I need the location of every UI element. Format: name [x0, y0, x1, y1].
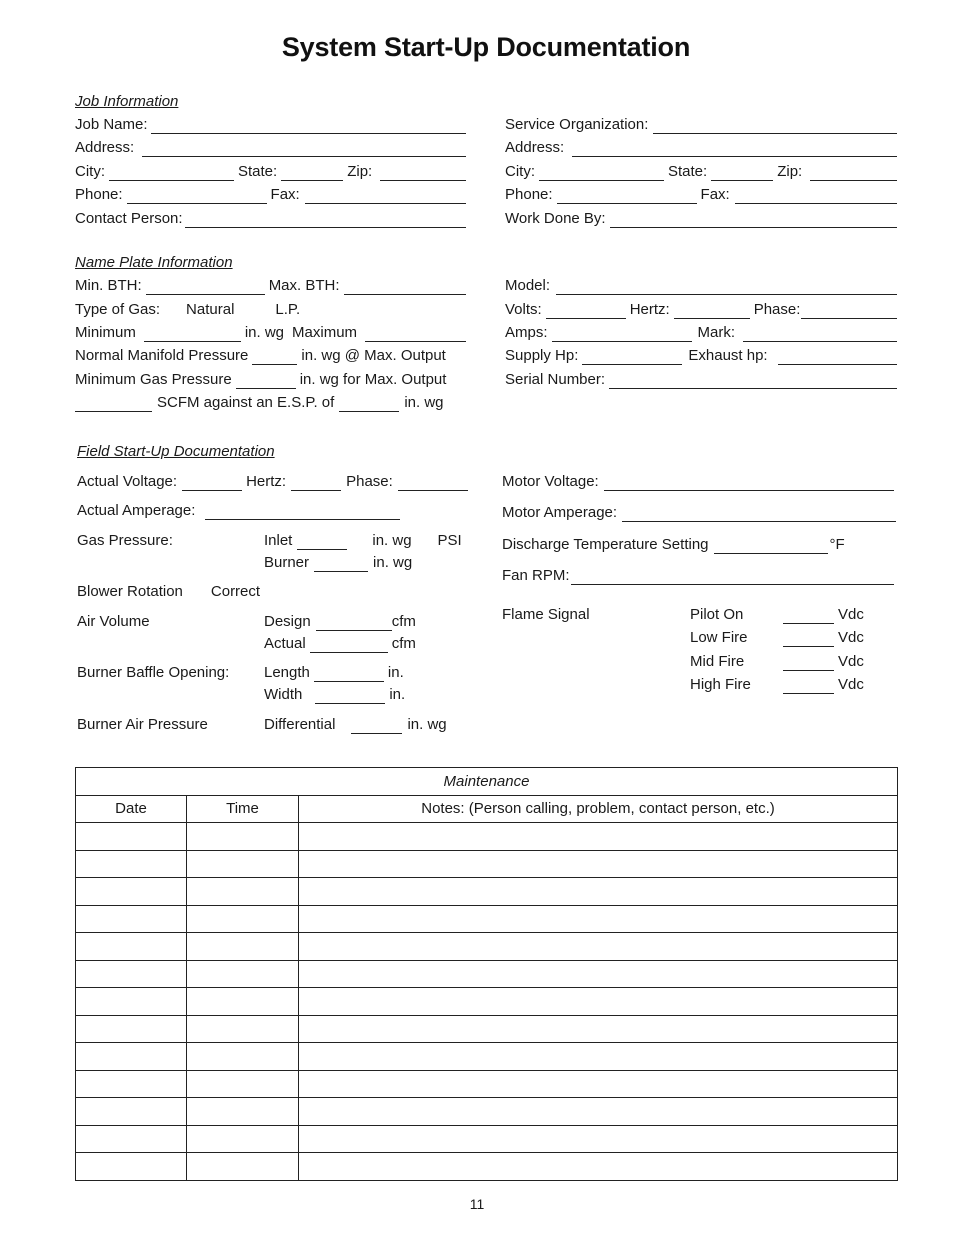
scfm-label: SCFM against an E.S.P. of	[157, 394, 335, 411]
air-volume-label: Air Volume	[77, 613, 150, 630]
time-cell[interactable]	[187, 933, 299, 961]
min-max-row	[75, 324, 466, 342]
inlet-field[interactable]	[297, 535, 347, 550]
supply-hp-label: Supply Hp:	[505, 347, 579, 364]
actual-phase-field[interactable]	[398, 476, 468, 491]
actual-cfm-field[interactable]	[310, 638, 388, 653]
notes-cell[interactable]	[299, 1153, 898, 1181]
service-phone-fax-row	[505, 186, 897, 204]
motor-amperage-label: Motor Amperage:	[502, 504, 618, 521]
phone-label: Phone:	[75, 186, 123, 203]
differential-row	[264, 716, 447, 734]
service-address-field[interactable]	[572, 142, 897, 157]
motor-voltage-row	[502, 473, 894, 491]
flame-row-unit: Vdc	[838, 629, 864, 646]
notes-cell[interactable]	[299, 933, 898, 961]
work-done-by-field[interactable]	[610, 213, 897, 228]
flame-row-label: High Fire	[690, 676, 751, 693]
inlet-label: Inlet	[264, 532, 293, 549]
exhaust-hp-label: Exhaust hp:	[688, 347, 768, 364]
table-row	[76, 905, 898, 933]
table-row	[76, 1098, 898, 1126]
inlet-row	[264, 532, 462, 550]
motor-amperage-row	[502, 504, 896, 522]
length-unit: in.	[387, 664, 404, 681]
job-info-heading: Job Information	[75, 93, 179, 110]
type-of-gas-label: Type of Gas:	[75, 301, 161, 318]
amps-label: Amps:	[505, 324, 548, 341]
table-row	[76, 1070, 898, 1098]
normal-manifold-row	[75, 347, 466, 365]
work-done-by-row	[505, 210, 897, 228]
table-row	[76, 960, 898, 988]
maximum-field[interactable]	[365, 327, 466, 342]
notes-column-header: Notes: (Person calling, problem, contact person, etc.)	[299, 795, 898, 823]
flame-row-field[interactable]	[783, 609, 834, 624]
design-label: Design	[264, 613, 311, 630]
flame-row-field[interactable]	[783, 632, 834, 647]
hp-row	[505, 347, 897, 365]
service-state-label: State:	[668, 163, 708, 180]
date-cell[interactable]	[76, 988, 187, 1016]
actual-voltage-field[interactable]	[182, 476, 242, 491]
minimum-label: Minimum	[75, 324, 136, 341]
amps-field[interactable]	[552, 327, 692, 342]
esp-field[interactable]	[339, 397, 399, 412]
actual-cfm-label: Actual	[264, 635, 306, 652]
table-row	[76, 1015, 898, 1043]
fax-label: Fax:	[270, 186, 300, 203]
service-org-field[interactable]	[653, 119, 897, 134]
flame-row-field[interactable]	[783, 679, 834, 694]
service-org-label: Service Organization:	[505, 116, 649, 133]
service-city-field[interactable]	[539, 166, 664, 181]
discharge-temp-label: Discharge Temperature Setting	[502, 536, 709, 553]
supply-hp-field[interactable]	[582, 350, 682, 365]
discharge-temp-field[interactable]	[714, 539, 828, 554]
volts-label: Volts:	[505, 301, 542, 318]
date-column-header: Date	[76, 795, 187, 823]
length-label: Length	[264, 664, 310, 681]
burner-label: Burner	[264, 554, 310, 571]
width-field[interactable]	[315, 689, 385, 704]
burner-baffle-label: Burner Baffle Opening:	[77, 664, 230, 681]
phase-field[interactable]	[801, 304, 897, 319]
date-cell[interactable]	[76, 823, 187, 851]
phone-field[interactable]	[127, 189, 267, 204]
btu-row	[75, 277, 466, 295]
motor-voltage-field[interactable]	[604, 476, 894, 491]
table-row	[76, 878, 898, 906]
normal-manifold-unit: in. wg @ Max. Output	[301, 347, 446, 364]
contact-person-field[interactable]	[185, 213, 466, 228]
flame-row-pilot-on	[690, 606, 864, 624]
fan-rpm-field[interactable]	[571, 570, 894, 585]
time-cell[interactable]	[187, 878, 299, 906]
state-field[interactable]	[281, 166, 343, 181]
field-startup-heading: Field Start-Up Documentation	[77, 443, 275, 460]
date-cell[interactable]	[76, 1015, 187, 1043]
service-zip-field[interactable]	[810, 166, 897, 181]
scfm-row	[75, 394, 466, 412]
flame-row-field[interactable]	[783, 656, 834, 671]
flame-signal-label: Flame Signal	[502, 606, 590, 623]
flame-row-unit: Vdc	[838, 653, 864, 670]
discharge-temp-row	[502, 536, 845, 554]
width-unit: in.	[389, 686, 406, 703]
city-state-zip-row	[75, 163, 466, 181]
service-phone-label: Phone:	[505, 186, 553, 203]
flame-row-label: Low Fire	[690, 629, 748, 646]
length-field[interactable]	[314, 667, 384, 682]
flame-row-mid-fire	[690, 653, 864, 671]
exhaust-hp-field[interactable]	[778, 350, 897, 365]
design-row	[264, 613, 416, 631]
notes-cell[interactable]	[299, 1015, 898, 1043]
maximum-label: Maximum	[292, 324, 358, 341]
type-of-gas-row	[75, 301, 466, 319]
min-bth-field[interactable]	[146, 280, 265, 295]
notes-cell[interactable]	[299, 988, 898, 1016]
time-cell[interactable]	[187, 905, 299, 933]
hertz-field[interactable]	[674, 304, 750, 319]
normal-manifold-field[interactable]	[252, 350, 297, 365]
maintenance-caption: Maintenance	[76, 768, 898, 796]
actual-cfm-row	[264, 635, 416, 653]
date-cell[interactable]	[76, 1070, 187, 1098]
hertz-label: Hertz:	[629, 301, 670, 318]
fan-rpm-row	[502, 567, 894, 585]
date-cell[interactable]	[76, 1098, 187, 1126]
min-gas-pressure-unit: in. wg for Max. Output	[299, 371, 447, 388]
contact-row	[75, 210, 466, 228]
design-field[interactable]	[316, 616, 392, 631]
date-cell[interactable]	[76, 905, 187, 933]
gas-lp-option[interactable]: L.P.	[275, 301, 301, 318]
min-bth-label: Min. BTH:	[75, 277, 142, 294]
fan-rpm-label: Fan RPM:	[502, 567, 570, 584]
inlet-unit: in. wg	[372, 532, 412, 549]
work-done-by-label: Work Done By:	[505, 210, 606, 227]
mark-label: Mark:	[697, 324, 736, 341]
contact-person-label: Contact Person:	[75, 210, 183, 227]
min-gas-pressure-field[interactable]	[236, 374, 296, 389]
scfm-field[interactable]	[75, 397, 152, 412]
flame-row-low-fire	[690, 629, 864, 647]
burner-air-pressure-label: Burner Air Pressure	[77, 716, 208, 733]
address-label: Address:	[75, 139, 135, 156]
flame-row-unit: Vdc	[838, 606, 864, 623]
model-label: Model:	[505, 277, 551, 294]
zip-label: Zip:	[347, 163, 373, 180]
city-field[interactable]	[109, 166, 234, 181]
model-row	[505, 277, 897, 295]
actual-amperage-field[interactable]	[205, 505, 400, 520]
service-org-row	[505, 116, 897, 134]
burner-unit: in. wg	[373, 554, 413, 571]
time-cell[interactable]	[187, 960, 299, 988]
burner-row	[264, 554, 412, 572]
blower-rotation-row	[77, 583, 260, 601]
actual-hertz-field[interactable]	[291, 476, 341, 491]
notes-cell[interactable]	[299, 1070, 898, 1098]
zip-field[interactable]	[380, 166, 466, 181]
fax-field[interactable]	[305, 189, 466, 204]
max-bth-label: Max. BTH:	[268, 277, 340, 294]
table-row	[76, 988, 898, 1016]
table-row	[76, 933, 898, 961]
notes-cell[interactable]	[299, 960, 898, 988]
volts-field[interactable]	[546, 304, 626, 319]
flame-row-unit: Vdc	[838, 676, 864, 693]
min-gas-pressure-label: Minimum Gas Pressure	[75, 371, 232, 388]
city-label: City:	[75, 163, 105, 180]
serial-number-field[interactable]	[609, 374, 897, 389]
time-cell[interactable]	[187, 1070, 299, 1098]
model-field[interactable]	[556, 280, 897, 295]
job-name-field[interactable]	[151, 119, 466, 134]
width-label: Width	[264, 686, 303, 703]
notes-cell[interactable]	[299, 878, 898, 906]
notes-cell[interactable]	[299, 1043, 898, 1071]
service-city-state-zip-row	[505, 163, 897, 181]
notes-cell[interactable]	[299, 823, 898, 851]
service-state-field[interactable]	[711, 166, 773, 181]
notes-cell[interactable]	[299, 850, 898, 878]
motor-voltage-label: Motor Voltage:	[502, 473, 599, 490]
service-address-label: Address:	[505, 139, 565, 156]
gas-natural-option[interactable]: Natural	[186, 301, 235, 318]
blower-rotation-label: Blower Rotation	[77, 583, 183, 600]
job-name-row	[75, 116, 466, 134]
service-fax-label: Fax:	[700, 186, 730, 203]
flame-row-high-fire	[690, 676, 864, 694]
degrees-f-unit: °F	[829, 536, 845, 553]
width-row	[264, 686, 405, 704]
time-column-header: Time	[187, 795, 299, 823]
differential-label: Differential	[264, 716, 336, 733]
psi-label[interactable]: PSI	[437, 532, 462, 549]
normal-manifold-label: Normal Manifold Pressure	[75, 347, 249, 364]
amps-mark-row	[505, 324, 897, 342]
actual-cfm-unit: cfm	[391, 635, 416, 652]
correct-option[interactable]: Correct	[210, 583, 261, 600]
notes-cell[interactable]	[299, 905, 898, 933]
nameplate-heading: Name Plate Information	[75, 254, 233, 271]
table-row	[76, 1153, 898, 1181]
motor-amperage-field[interactable]	[622, 507, 896, 522]
actual-amperage-row	[77, 502, 400, 520]
time-cell[interactable]	[187, 1098, 299, 1126]
time-cell[interactable]	[187, 1015, 299, 1043]
serial-number-row	[505, 371, 897, 389]
maintenance-table	[75, 767, 898, 1181]
table-row	[76, 823, 898, 851]
service-fax-field[interactable]	[735, 189, 897, 204]
state-label: State:	[238, 163, 278, 180]
table-row	[76, 1125, 898, 1153]
phone-fax-row	[75, 186, 466, 204]
service-address-row	[505, 139, 897, 157]
address-row	[75, 139, 466, 157]
page-number: 11	[469, 1196, 485, 1212]
volts-hertz-phase-row	[505, 301, 897, 319]
job-name-label: Job Name:	[75, 116, 148, 133]
date-cell[interactable]	[76, 1043, 187, 1071]
notes-cell[interactable]	[299, 1125, 898, 1153]
flame-row-label: Pilot On	[690, 606, 744, 623]
actual-voltage-label: Actual Voltage:	[77, 473, 178, 490]
page-title: System Start-Up Documentation	[281, 32, 691, 62]
notes-cell[interactable]	[299, 1098, 898, 1126]
date-cell[interactable]	[76, 1125, 187, 1153]
table-row	[76, 850, 898, 878]
minimum-unit: in. wg	[244, 324, 285, 341]
differential-field[interactable]	[351, 719, 402, 734]
mark-field[interactable]	[743, 327, 897, 342]
length-row	[264, 664, 404, 682]
time-cell[interactable]	[187, 1125, 299, 1153]
differential-unit: in. wg	[407, 716, 447, 733]
minimum-field[interactable]	[144, 327, 241, 342]
date-cell[interactable]	[76, 933, 187, 961]
actual-voltage-row	[77, 473, 468, 491]
address-field[interactable]	[142, 142, 466, 157]
serial-number-label: Serial Number:	[505, 371, 606, 388]
time-cell[interactable]	[187, 850, 299, 878]
service-phone-field[interactable]	[557, 189, 697, 204]
date-cell[interactable]	[76, 850, 187, 878]
date-cell[interactable]	[76, 878, 187, 906]
phase-label: Phase:	[753, 301, 801, 318]
actual-phase-label: Phase:	[346, 473, 393, 490]
date-cell[interactable]	[76, 1153, 187, 1181]
service-zip-label: Zip:	[777, 163, 803, 180]
max-bth-field[interactable]	[344, 280, 466, 295]
flame-row-label: Mid Fire	[690, 653, 745, 670]
date-cell[interactable]	[76, 960, 187, 988]
gas-pressure-label: Gas Pressure:	[77, 532, 173, 549]
actual-amperage-label: Actual Amperage:	[77, 502, 196, 519]
time-cell[interactable]	[187, 823, 299, 851]
time-cell[interactable]	[187, 988, 299, 1016]
table-row	[76, 1043, 898, 1071]
design-unit: cfm	[391, 613, 416, 630]
time-cell[interactable]	[187, 1153, 299, 1181]
burner-field[interactable]	[314, 557, 368, 572]
esp-unit: in. wg	[404, 394, 444, 411]
time-cell[interactable]	[187, 1043, 299, 1071]
service-city-label: City:	[505, 163, 535, 180]
actual-hertz-label: Hertz:	[246, 473, 287, 490]
min-gas-pressure-row	[75, 371, 466, 389]
